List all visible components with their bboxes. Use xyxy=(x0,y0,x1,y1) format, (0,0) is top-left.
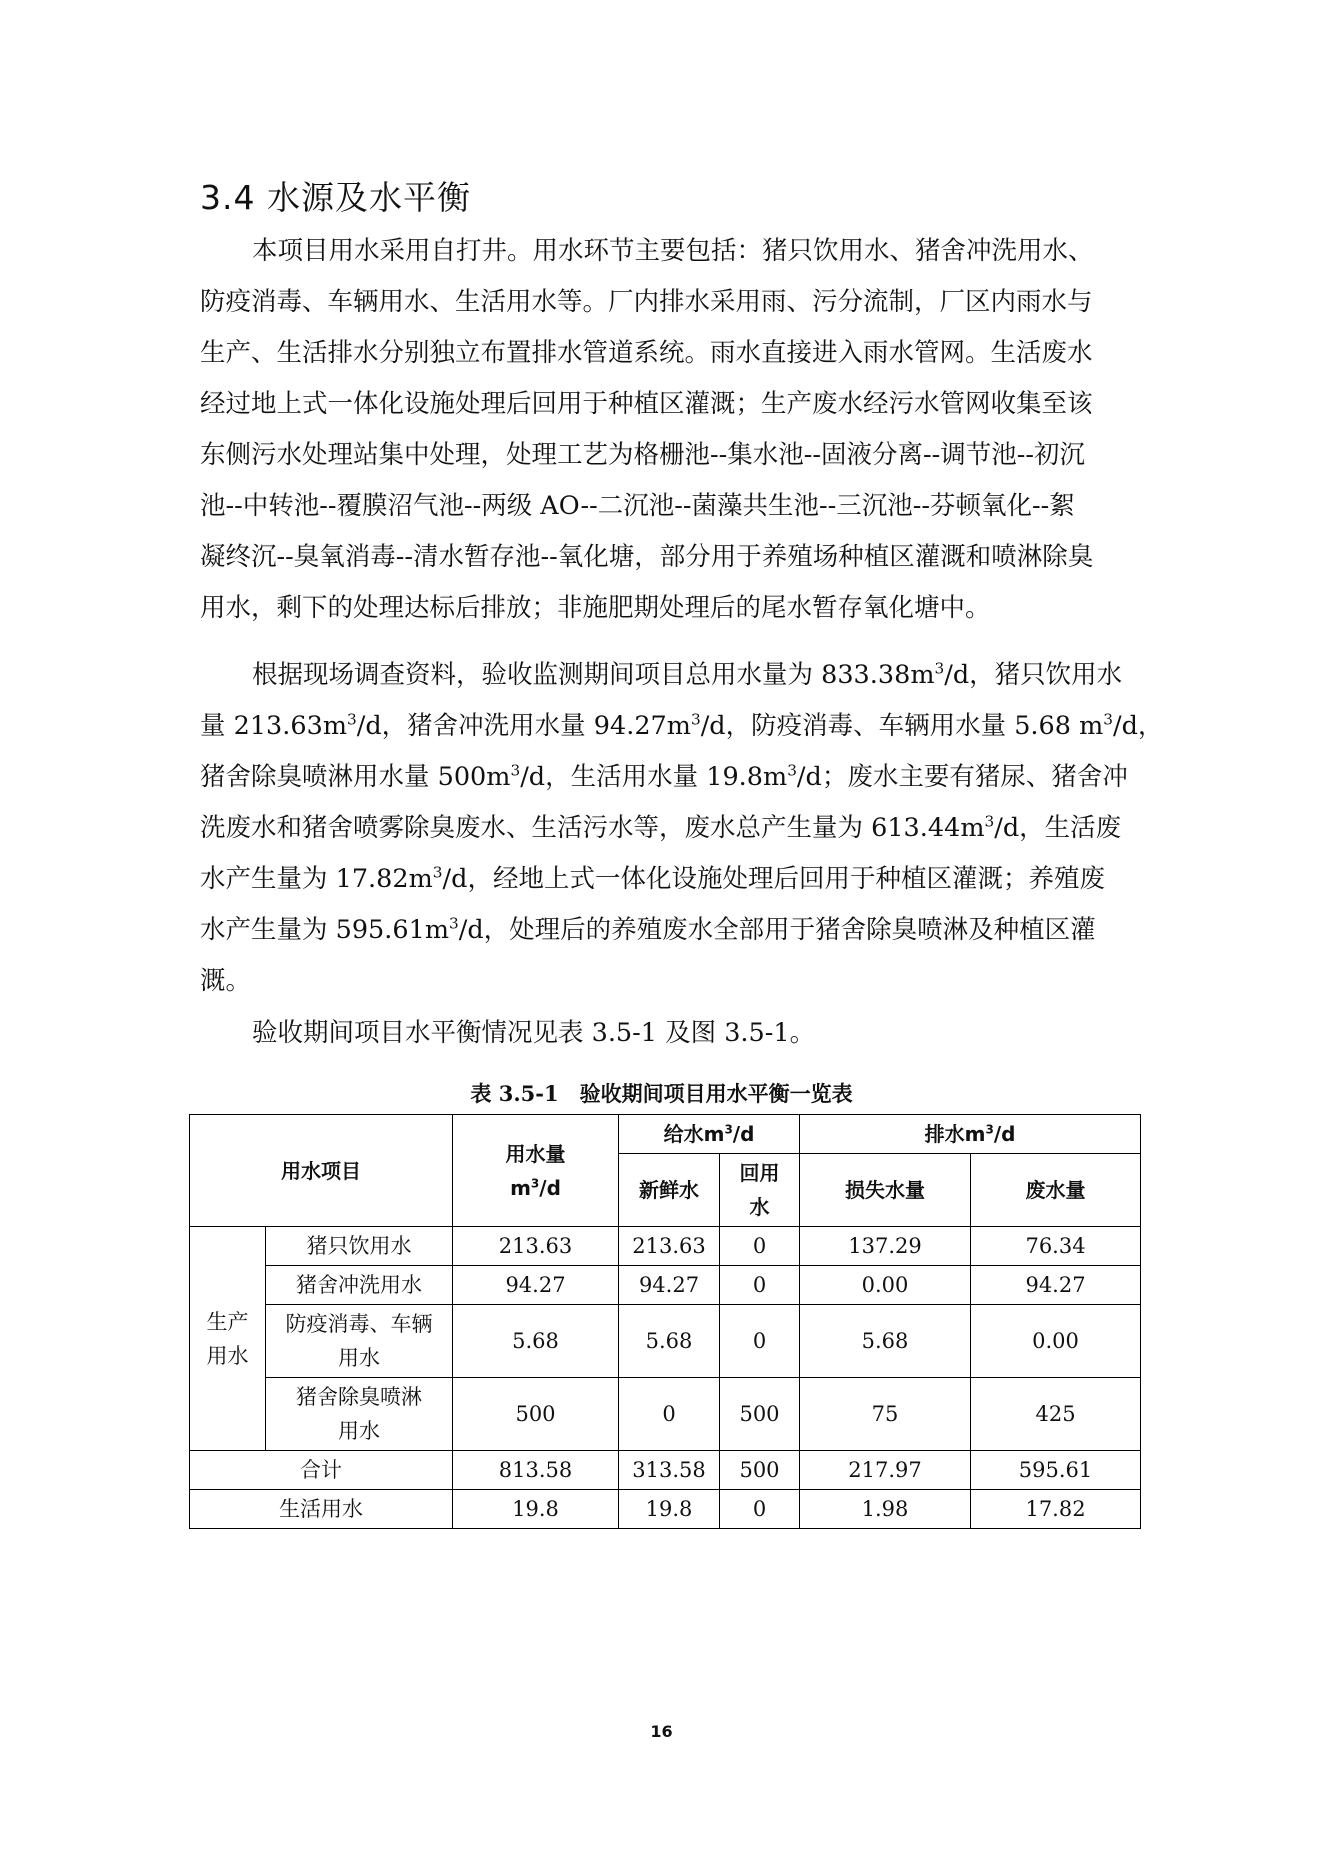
table-row-subtotal xyxy=(190,1451,1141,1490)
page-number: 16 xyxy=(650,1722,673,1741)
row-name: 生活用水 xyxy=(190,1490,453,1529)
cell-loss: 5.68 xyxy=(800,1305,971,1378)
row-name: 猪舍冲洗用水 xyxy=(266,1266,453,1305)
text-line: 量 $213.63m^3/d$，猪舍冲洗用水量 $94.27m^3/d$，防疫消毒、车辆用水量 5.68 $m^3/d$， xyxy=(200,710,1164,741)
cell-usage: 94.27 xyxy=(453,1266,619,1305)
cell-fresh: 5.68 xyxy=(619,1305,720,1378)
section-title-text: 水源及水平衡 xyxy=(266,178,471,217)
cell-reuse: 500 xyxy=(720,1378,800,1451)
section-number: 3.4 xyxy=(200,178,256,217)
cell-waste: 76.34 xyxy=(971,1227,1141,1266)
table-row xyxy=(190,1305,1141,1378)
header-usage: 用水量 $m^3/d$ xyxy=(453,1115,619,1227)
header-loss: 损失水量 xyxy=(800,1154,971,1227)
cell-usage: 500 xyxy=(453,1378,619,1451)
text-line: 用水，剩下的处理达标后排放；非施肥期处理后的尾水暂存氧化塘中。 xyxy=(200,593,991,623)
text-line: 水产生量为 $595.61m^3/d$，处理后的养殖废水全部用于猪舍除臭喷淋及种植区灌 xyxy=(200,914,1096,945)
cell-usage: 5.68 xyxy=(453,1305,619,1378)
row-name: 猪舍除臭喷淋 用水 xyxy=(266,1378,453,1451)
header-waste: 废水量 xyxy=(971,1154,1141,1227)
header-fresh: 新鲜水 xyxy=(619,1154,720,1227)
group-label: 生产 用水 xyxy=(190,1227,266,1451)
cell-waste: 595.61 xyxy=(971,1451,1141,1490)
text-line: 水产生量为 $17.82m^3/d$，经地上式一体化设施处理后回用于种植区灌溉；养殖废 xyxy=(200,863,1105,894)
cell-loss: 217.97 xyxy=(800,1451,971,1490)
header-drain: 排水$m^3/d$ xyxy=(800,1115,1141,1154)
cell-reuse: 0 xyxy=(720,1266,800,1305)
text-line: 生产、生活排水分别独立布置排水管道系统。雨水直接进入雨水管网。生活废水 xyxy=(200,338,1093,368)
paragraph-water-source xyxy=(200,226,1130,634)
table-row-domestic xyxy=(190,1490,1141,1529)
cell-waste: 425 xyxy=(971,1378,1141,1451)
table-row xyxy=(190,1378,1141,1451)
header-item: 用水项目 xyxy=(190,1115,453,1227)
cell-fresh: 0 xyxy=(619,1378,720,1451)
table-row xyxy=(190,1227,1141,1266)
cell-reuse: 500 xyxy=(720,1451,800,1490)
cell-usage: 813.58 xyxy=(453,1451,619,1490)
text-line: 池--中转池--覆膜沼气池--两级 AO--二沉池--菌藻共生池--三沉池--芬顿氧化--絮 xyxy=(200,491,1075,521)
cell-fresh: 213.63 xyxy=(619,1227,720,1266)
cell-waste: 17.82 xyxy=(971,1490,1141,1529)
cell-loss: 75 xyxy=(800,1378,971,1451)
header-supply: 给水$m^3/d$ xyxy=(619,1115,800,1154)
table-header-row xyxy=(190,1115,1141,1154)
cell-usage: 19.8 xyxy=(453,1490,619,1529)
text-line: 经过地上式一体化设施处理后回用于种植区灌溉；生产废水经污水管网收集至该 xyxy=(200,389,1093,419)
cell-reuse: 0 xyxy=(720,1490,800,1529)
text-line: 东侧污水处理站集中处理，处理工艺为格栅池--集水池--固液分离--调节池--初沉 xyxy=(200,440,1085,470)
table-row xyxy=(190,1266,1141,1305)
cell-loss: 137.29 xyxy=(800,1227,971,1266)
cell-fresh: 19.8 xyxy=(619,1490,720,1529)
text-line: 猪舍除臭喷淋用水量 $500m^3/d$，生活用水量 $19.8m^3/d$；废水主要有猪尿、猪舍冲 xyxy=(200,761,1128,792)
row-name: 合计 xyxy=(190,1451,453,1490)
cell-fresh: 94.27 xyxy=(619,1266,720,1305)
cell-waste: 0.00 xyxy=(971,1305,1141,1378)
paragraph-table-reference xyxy=(200,1008,1130,1059)
cell-reuse: 0 xyxy=(720,1227,800,1266)
header-reuse: 回用 水 xyxy=(720,1154,800,1227)
cell-loss: 1.98 xyxy=(800,1490,971,1529)
cell-fresh: 313.58 xyxy=(619,1451,720,1490)
text-line: 溉。 xyxy=(200,966,252,996)
text-line: 根据现场调查资料，验收监测期间项目总用水量为 $833.38m^3/d$，猪只饮用水 xyxy=(252,659,1123,690)
section-title xyxy=(200,172,471,219)
cell-waste: 94.27 xyxy=(971,1266,1141,1305)
cell-usage: 213.63 xyxy=(453,1227,619,1266)
row-name: 防疫消毒、车辆 用水 xyxy=(266,1305,453,1378)
text-line: 洗废水和猪舍喷雾除臭废水、生活污水等，废水总产生量为 $613.44m^3/d$，生活废 xyxy=(200,812,1122,843)
cell-loss: 0.00 xyxy=(800,1266,971,1305)
text-line: 验收期间项目水平衡情况见表 3.5-1 及图 3.5-1。 xyxy=(252,1018,816,1048)
text-line: 防疫消毒、车辆用水、生活用水等。厂内排水采用雨、污分流制，厂区内雨水与 xyxy=(200,287,1093,317)
water-balance-table xyxy=(189,1114,1141,1529)
paragraph-water-usage xyxy=(200,650,1164,1007)
row-name: 猪只饮用水 xyxy=(266,1227,453,1266)
cell-reuse: 0 xyxy=(720,1305,800,1378)
text-line: 凝终沉--臭氧消毒--清水暂存池--氧化塘，部分用于养殖场种植区灌溉和喷淋除臭 xyxy=(200,542,1094,572)
table-caption: 表 3.5-1 验收期间项目用水平衡一览表 xyxy=(470,1081,853,1106)
text-line: 本项目用水采用自打井。用水环节主要包括：猪只饮用水、猪舍冲洗用水、 xyxy=(252,236,1094,266)
